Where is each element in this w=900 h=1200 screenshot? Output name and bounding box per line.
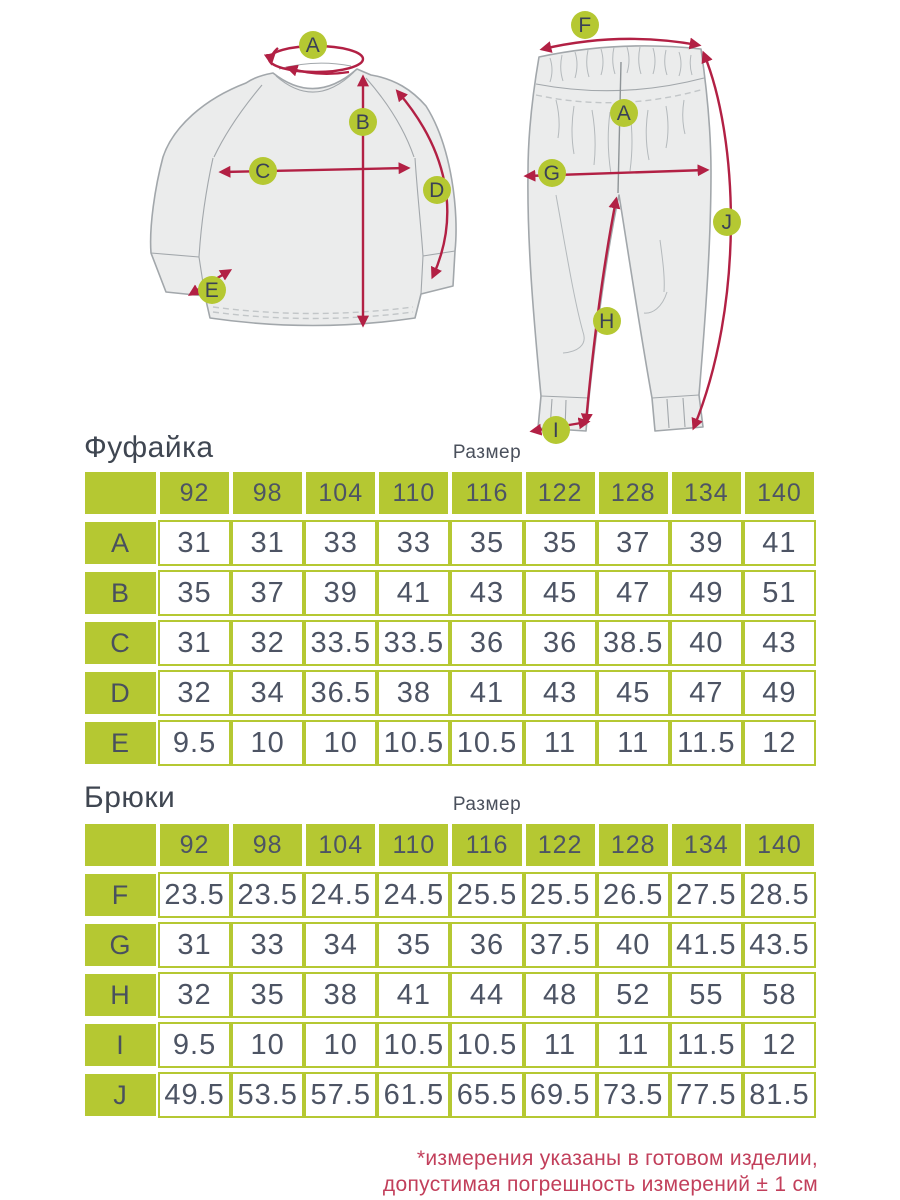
- cell-D-92: 32: [158, 670, 231, 716]
- size-header-140: 140: [743, 470, 816, 516]
- cell-J-140: 81.5: [743, 1072, 816, 1118]
- size-header-92: 92: [158, 822, 231, 868]
- size-marker-F: [571, 11, 599, 39]
- cell-C-98: 32: [231, 620, 304, 666]
- marker-letter: I: [552, 419, 560, 442]
- cell-H-134: 55: [670, 972, 743, 1018]
- cell-B-122: 45: [524, 570, 597, 616]
- size-marker-A-pants: [610, 99, 638, 127]
- cell-B-134: 49: [670, 570, 743, 616]
- row-label-C: C: [83, 620, 158, 666]
- row-label-B: B: [83, 570, 158, 616]
- cell-G-116: 36: [450, 922, 523, 968]
- size-marker-C: [249, 157, 277, 185]
- footnote-line1: *измерения указаны в готовом изделии,: [416, 1147, 818, 1170]
- measurement-diagram: [0, 0, 900, 450]
- cell-G-128: 40: [597, 922, 670, 968]
- table-title-bryuki: Брюки: [84, 781, 176, 814]
- cell-A-116: 35: [450, 520, 523, 566]
- cell-G-134: 41.5: [670, 922, 743, 968]
- cell-J-98: 53.5: [231, 1072, 304, 1118]
- cell-C-134: 40: [670, 620, 743, 666]
- sweater-diagram: [151, 31, 456, 326]
- size-header-134: 134: [670, 822, 743, 868]
- cell-F-134: 27.5: [670, 872, 743, 918]
- cell-G-98: 33: [231, 922, 304, 968]
- cell-H-116: 44: [450, 972, 523, 1018]
- cell-F-98: 23.5: [231, 872, 304, 918]
- cell-B-140: 51: [743, 570, 816, 616]
- footnote: [383, 1146, 818, 1198]
- cell-J-128: 73.5: [597, 1072, 670, 1118]
- cell-D-134: 47: [670, 670, 743, 716]
- cell-A-92: 31: [158, 520, 231, 566]
- pants-diagram: [527, 11, 741, 444]
- cell-C-92: 31: [158, 620, 231, 666]
- corner-cell: [83, 470, 158, 516]
- marker-letter: A: [305, 34, 321, 57]
- cell-F-110: 24.5: [377, 872, 450, 918]
- cell-E-98: 10: [231, 720, 304, 766]
- cell-E-116: 10.5: [450, 720, 523, 766]
- cell-F-104: 24.5: [304, 872, 377, 918]
- cell-F-122: 25.5: [524, 872, 597, 918]
- cell-J-116: 65.5: [450, 1072, 523, 1118]
- row-label-E: E: [83, 720, 158, 766]
- table-title-fufayka: Фуфайка: [84, 431, 214, 464]
- marker-letter: J: [721, 211, 733, 234]
- cell-E-122: 11: [524, 720, 597, 766]
- cell-I-92: 9.5: [158, 1022, 231, 1068]
- cell-B-110: 41: [377, 570, 450, 616]
- size-header-128: 128: [597, 822, 670, 868]
- cell-F-140: 28.5: [743, 872, 816, 918]
- cell-D-98: 34: [231, 670, 304, 716]
- size-marker-I: [542, 416, 570, 444]
- size-header-116: 116: [450, 822, 523, 868]
- size-header-110: 110: [377, 470, 450, 516]
- cell-E-128: 11: [597, 720, 670, 766]
- cell-I-140: 12: [743, 1022, 816, 1068]
- marker-letter: F: [578, 14, 592, 37]
- marker-letter: A: [616, 102, 632, 125]
- cell-J-122: 69.5: [524, 1072, 597, 1118]
- cell-G-104: 34: [304, 922, 377, 968]
- cell-C-140: 43: [743, 620, 816, 666]
- cell-G-140: 43.5: [743, 922, 816, 968]
- cell-E-140: 12: [743, 720, 816, 766]
- cell-F-92: 23.5: [158, 872, 231, 918]
- cell-H-122: 48: [524, 972, 597, 1018]
- size-header-98: 98: [231, 822, 304, 868]
- cell-C-116: 36: [450, 620, 523, 666]
- size-table-fufayka: [83, 470, 816, 766]
- cell-E-110: 10.5: [377, 720, 450, 766]
- size-header-128: 128: [597, 470, 670, 516]
- row-label-H: H: [83, 972, 158, 1018]
- cell-D-128: 45: [597, 670, 670, 716]
- marker-letter: B: [355, 111, 371, 134]
- cell-A-140: 41: [743, 520, 816, 566]
- size-header-140: 140: [743, 822, 816, 868]
- size-marker-J: [713, 208, 741, 236]
- cell-B-128: 47: [597, 570, 670, 616]
- size-header-122: 122: [524, 822, 597, 868]
- cell-G-122: 37.5: [524, 922, 597, 968]
- cell-D-116: 41: [450, 670, 523, 716]
- size-header-92: 92: [158, 470, 231, 516]
- cell-D-104: 36.5: [304, 670, 377, 716]
- cell-G-92: 31: [158, 922, 231, 968]
- size-axis-label-fufayka: Размер: [452, 442, 522, 463]
- marker-letter: E: [204, 279, 220, 302]
- footnote-line2: допустимая погрешность измерений ± 1 см: [382, 1173, 818, 1196]
- size-marker-G: [538, 159, 566, 187]
- cell-F-128: 26.5: [597, 872, 670, 918]
- cell-H-110: 41: [377, 972, 450, 1018]
- cell-D-122: 43: [524, 670, 597, 716]
- size-header-134: 134: [670, 470, 743, 516]
- size-marker-B: [349, 108, 377, 136]
- cell-I-110: 10.5: [377, 1022, 450, 1068]
- size-header-122: 122: [524, 470, 597, 516]
- corner-cell: [83, 822, 158, 868]
- cell-A-110: 33: [377, 520, 450, 566]
- size-header-110: 110: [377, 822, 450, 868]
- size-header-116: 116: [450, 470, 523, 516]
- cell-I-122: 11: [524, 1022, 597, 1068]
- row-label-G: G: [83, 922, 158, 968]
- cell-C-122: 36: [524, 620, 597, 666]
- cell-B-98: 37: [231, 570, 304, 616]
- cell-C-110: 33.5: [377, 620, 450, 666]
- size-header-104: 104: [304, 822, 377, 868]
- cell-E-92: 9.5: [158, 720, 231, 766]
- cell-I-104: 10: [304, 1022, 377, 1068]
- cell-B-104: 39: [304, 570, 377, 616]
- cell-A-128: 37: [597, 520, 670, 566]
- size-table-bryuki: [83, 822, 816, 1118]
- size-axis-label-bryuki: Размер: [452, 794, 522, 815]
- cell-I-128: 11: [597, 1022, 670, 1068]
- cell-F-116: 25.5: [450, 872, 523, 918]
- cell-C-104: 33.5: [304, 620, 377, 666]
- cell-J-134: 77.5: [670, 1072, 743, 1118]
- cell-A-104: 33: [304, 520, 377, 566]
- row-label-F: F: [83, 872, 158, 918]
- size-marker-H: [593, 307, 621, 335]
- cell-H-104: 38: [304, 972, 377, 1018]
- cell-B-116: 43: [450, 570, 523, 616]
- cell-J-110: 61.5: [377, 1072, 450, 1118]
- size-header-98: 98: [231, 470, 304, 516]
- row-label-A: A: [83, 520, 158, 566]
- cell-C-128: 38.5: [597, 620, 670, 666]
- cell-I-116: 10.5: [450, 1022, 523, 1068]
- cell-G-110: 35: [377, 922, 450, 968]
- marker-letter: H: [599, 310, 615, 333]
- cell-D-140: 49: [743, 670, 816, 716]
- row-label-I: I: [83, 1022, 158, 1068]
- cell-J-104: 57.5: [304, 1072, 377, 1118]
- cell-A-134: 39: [670, 520, 743, 566]
- size-marker-A: [299, 31, 327, 59]
- cell-H-128: 52: [597, 972, 670, 1018]
- cell-D-110: 38: [377, 670, 450, 716]
- size-header-104: 104: [304, 470, 377, 516]
- cell-A-122: 35: [524, 520, 597, 566]
- cell-J-92: 49.5: [158, 1072, 231, 1118]
- marker-letter: G: [543, 162, 561, 185]
- measure-A-arrow-tip: [271, 48, 278, 62]
- cell-I-134: 11.5: [670, 1022, 743, 1068]
- cell-H-98: 35: [231, 972, 304, 1018]
- cell-E-104: 10: [304, 720, 377, 766]
- cell-I-98: 10: [231, 1022, 304, 1068]
- cell-A-98: 31: [231, 520, 304, 566]
- cell-H-140: 58: [743, 972, 816, 1018]
- marker-letter: D: [429, 179, 445, 202]
- cell-H-92: 32: [158, 972, 231, 1018]
- size-marker-D: [423, 176, 451, 204]
- row-label-D: D: [83, 670, 158, 716]
- cell-E-134: 11.5: [670, 720, 743, 766]
- size-marker-E: [198, 276, 226, 304]
- cell-B-92: 35: [158, 570, 231, 616]
- marker-letter: C: [255, 160, 271, 183]
- row-label-J: J: [83, 1072, 158, 1118]
